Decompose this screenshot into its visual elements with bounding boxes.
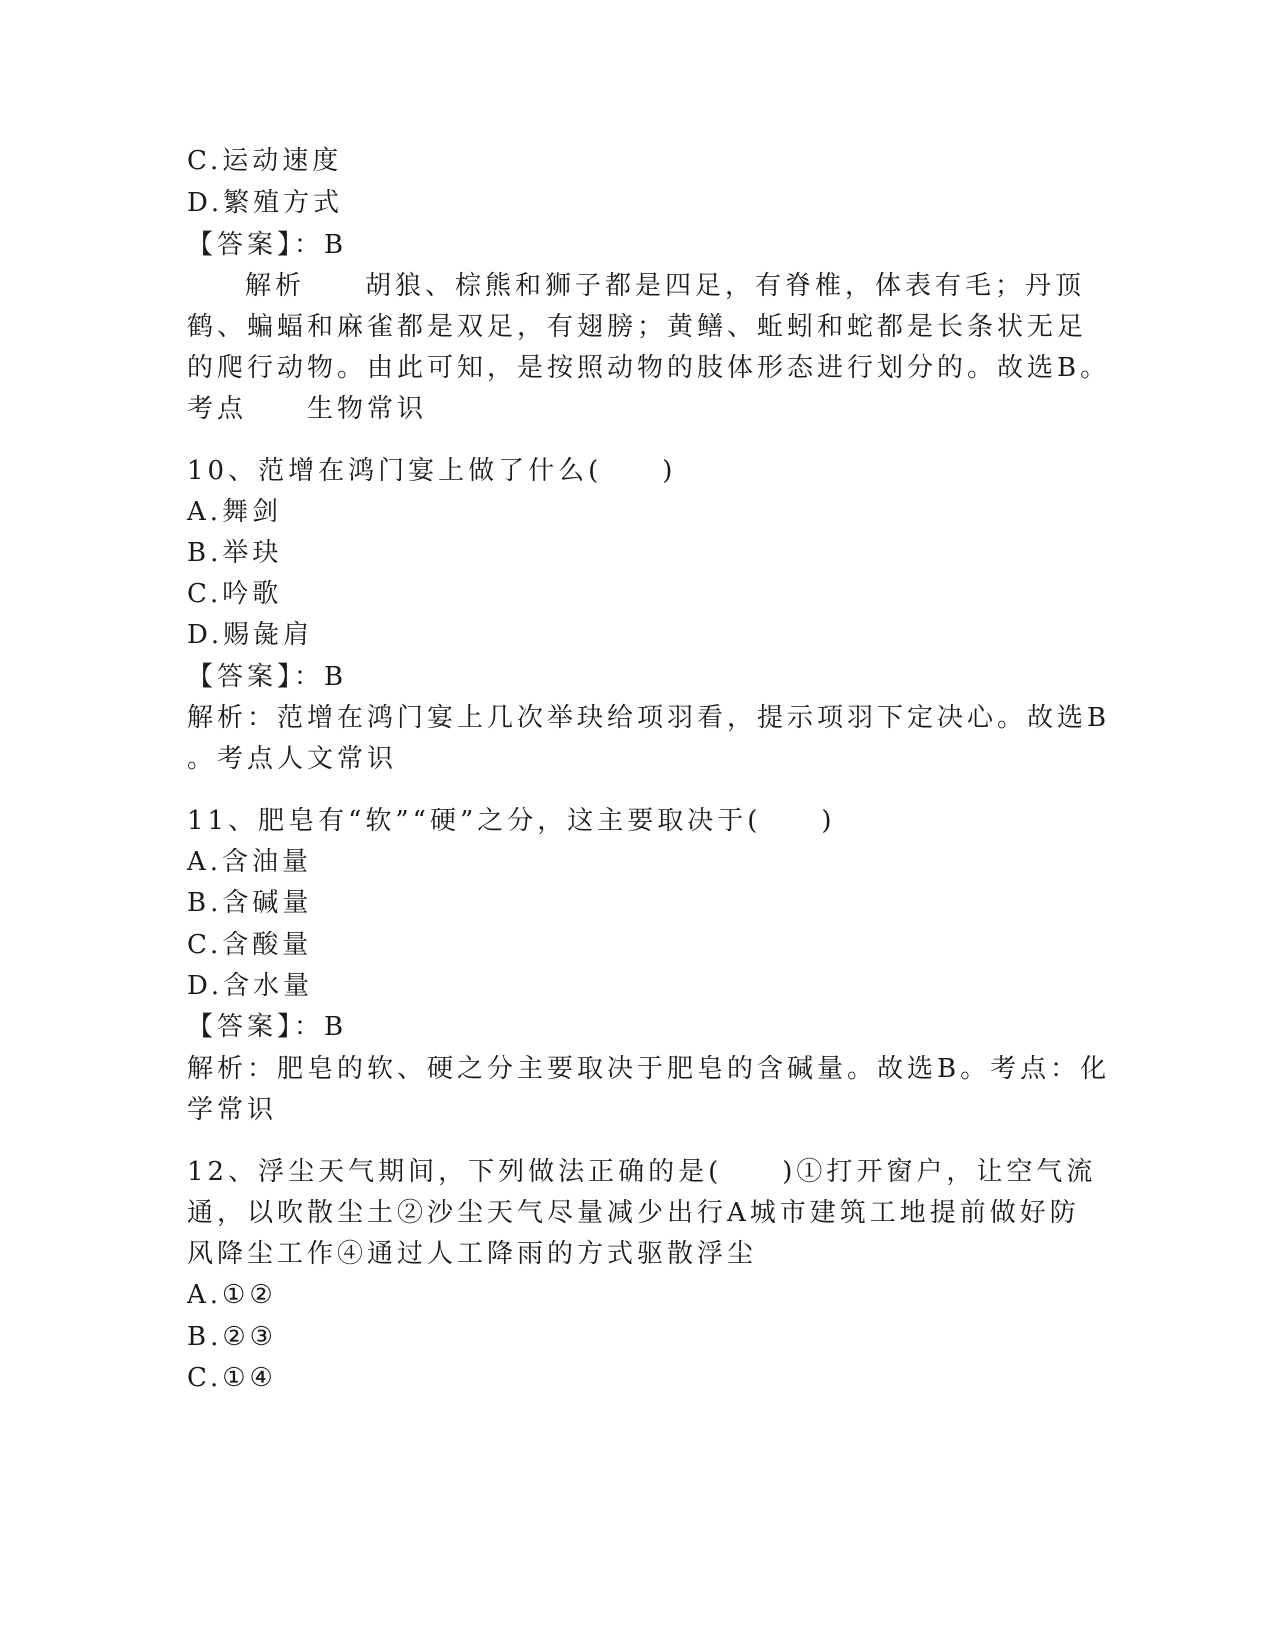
q9-option-d: D.繁殖方式 <box>187 188 344 218</box>
q11-option-c: C.含酸量 <box>187 930 313 960</box>
q10-option-c: C.吟歌 <box>187 579 283 609</box>
q10-option-d: D.赐彘肩 <box>187 620 314 650</box>
q10-analysis-line-1: 解析：范增在鸿门宴上几次举玦给项羽看，提示项羽下定决心。故选B <box>187 703 1111 733</box>
q9-analysis-line-4: 考点 生物常识 <box>187 394 428 424</box>
q9-analysis-line-1: 解析 胡狼、棕熊和狮子都是四足，有脊椎，体表有毛；丹顶 <box>245 271 1086 301</box>
q10-answer: 【答案】：B <box>187 662 348 692</box>
q11-question: 11、肥皂有“软”“硬”之分，这主要取决于( ) <box>187 806 836 836</box>
q12-option-a: A.①② <box>187 1280 277 1310</box>
q11-option-d: D.含水量 <box>187 971 314 1001</box>
q11-option-b: B.含碱量 <box>187 888 313 918</box>
q11-option-a: A.含油量 <box>187 847 313 877</box>
q10-option-a: A.舞剑 <box>187 497 283 527</box>
q12-option-b: B.②③ <box>187 1322 277 1352</box>
q9-option-c: C.运动速度 <box>187 146 343 176</box>
q11-analysis-line-2: 学常识 <box>187 1095 278 1125</box>
q10-option-b: B.举玦 <box>187 538 283 568</box>
q9-answer: 【答案】：B <box>187 230 348 260</box>
q12-question-line-1: 12、浮尘天气期间，下列做法正确的是( )①打开窗户，让空气流 <box>187 1157 1097 1187</box>
q11-analysis-line-1: 解析：肥皂的软、硬之分主要取决于肥皂的含碱量。故选B。考点：化 <box>187 1054 1111 1084</box>
q12-question-line-3: 风降尘工作④通过人工降雨的方式驱散浮尘 <box>187 1239 758 1269</box>
q10-analysis-line-2: 。考点人文常识 <box>187 744 398 774</box>
q9-analysis-line-2: 鹤、蝙蝠和麻雀都是双足，有翅膀；黄鳝、蚯蚓和蛇都是长条状无足 <box>187 312 1088 342</box>
q10-question: 10、范增在鸿门宴上做了什么( ) <box>187 456 677 486</box>
q9-analysis-line-3: 的爬行动物。由此可知，是按照动物的肢体形态进行划分的。故选B。 <box>187 353 1111 383</box>
q12-question-line-2: 通，以吹散尘土②沙尘天气尽量减少出行A城市建筑工地提前做好防 <box>187 1198 1080 1228</box>
q11-answer: 【答案】：B <box>187 1012 348 1042</box>
q12-option-c: C.①④ <box>187 1363 277 1393</box>
